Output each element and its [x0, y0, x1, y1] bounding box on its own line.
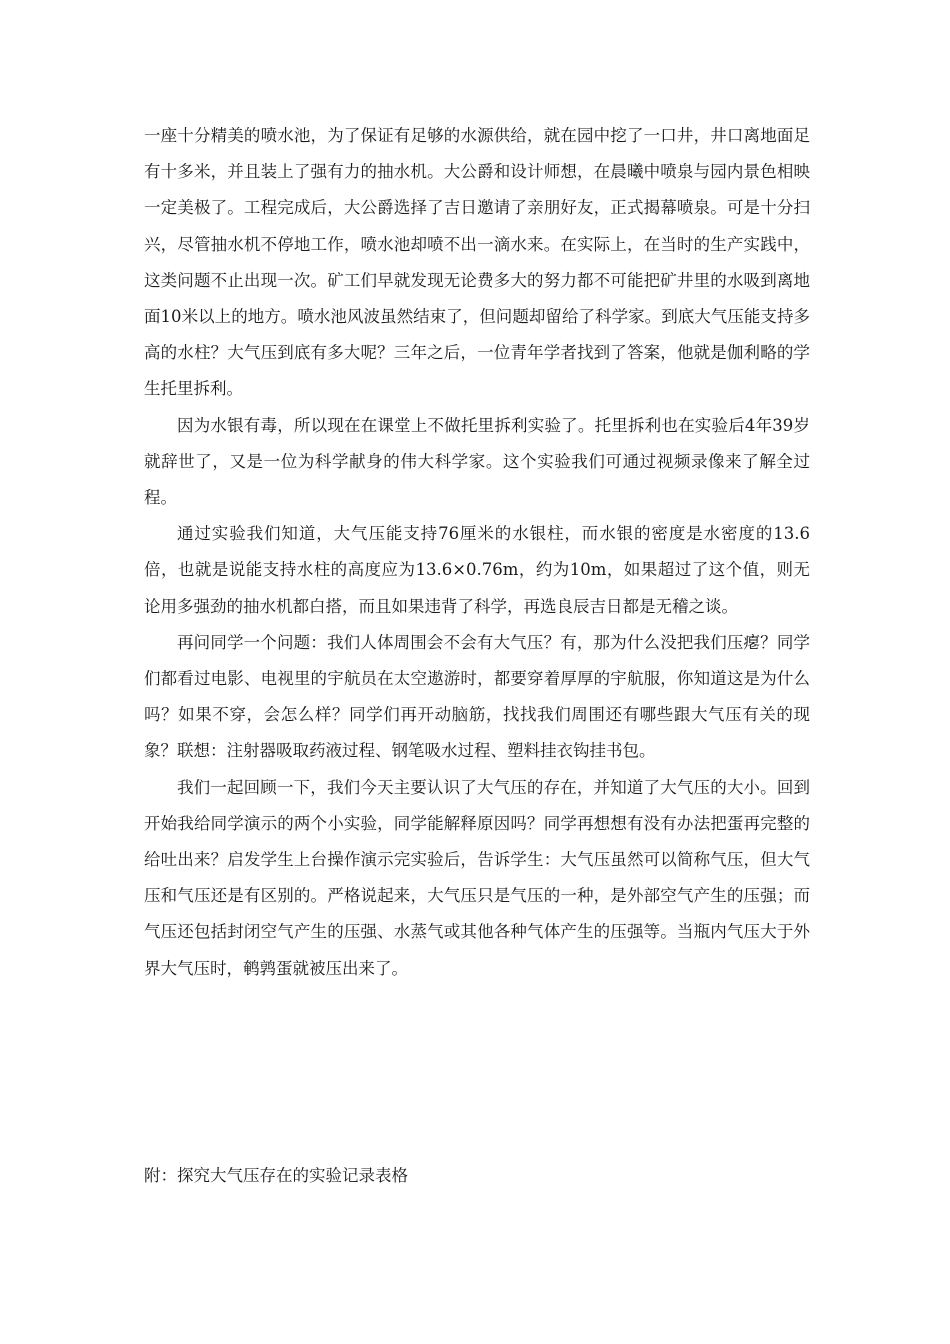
paragraph-mercury-toxic: 因为水银有毒，所以现在在课堂上不做托里拆利实验了。托里拆利也在实验后4年39岁就辞世了，又是一位为科学献身的伟大科学家。这个实验我们可通过视频录像来了解全过程。: [144, 415, 810, 508]
paragraph-fountain-story: 一座十分精美的喷水池，为了保证有足够的水源供给，就在园中挖了一口井，井口离地面足有十多米，并且装上了强有力的抽水机。大公爵和设计师想，在晨曦中喷泉与园内景色相映一定美极了。工程完成后，大公爵选择了吉日邀请了亲朋好友，正式揭幕喷泉。可是十分扫兴，尽管抽水机不停地工作，喷水池却喷不出一滴水来。在实际上，在当时的生产实践中，这类问题不止出现一次。矿工们早就发现无论费多大的努力都不可能把矿井里的水吸到离地面10米以上的地方。喷水池风波虽然结束了，但问题却留给了科学家。到底大气压能支持多高的水柱？大气压到底有多大呢？三年之后，一位青年学者找到了答案，他就是伽利略的学生托里拆利。: [144, 126, 810, 399]
appendix-title: 附：探究大气压存在的实验记录表格: [144, 1166, 408, 1185]
body-text: [144, 118, 810, 987]
paragraph-review: 我们一起回顾一下，我们今天主要认识了大气压的存在，并知道了大气压的大小。回到开始我给同学演示的两个小实验，同学能解释原因吗？同学再想想有没有办法把蛋再完整的给吐出来？启发学生上台操作演示完实验后，告诉学生：大气压虽然可以简称气压，但大气压和气压还是有区别的。严格说起来，大气压只是气压的一种，是外部空气产生的压强；而气压还包括封闭空气产生的压强、水蒸气或其他各种气体产生的压强等。当瓶内气压大于外界大气压时，鹌鹑蛋就被压出来了。: [144, 777, 810, 978]
paragraph-question: 再问同学一个问题：我们人体周围会不会有大气压？有，那为什么没把我们压瘪？同学们都看过电影、电视里的宇航员在太空遨游时，都要穿着厚厚的宇航服，你知道这是为什么吗？如果不穿，会怎么样？同学们再开动脑筋，找找我们周围还有哪些跟大气压有关的现象？联想：注射器吸取药液过程、钢笔吸水过程、塑料挂衣钩挂书包。: [144, 632, 810, 761]
paragraph-experiment-result: 通过实验我们知道，大气压能支持76厘米的水银柱，而水银的密度是水密度的13.6倍，也就是说能支持水柱的高度应为13.6×0.76m，约为10m，如果超过了这个值，则无论用多强劲的抽水机都白搭，而且如果违背了科学，再选良辰吉日都是无稽之谈。: [144, 524, 810, 616]
